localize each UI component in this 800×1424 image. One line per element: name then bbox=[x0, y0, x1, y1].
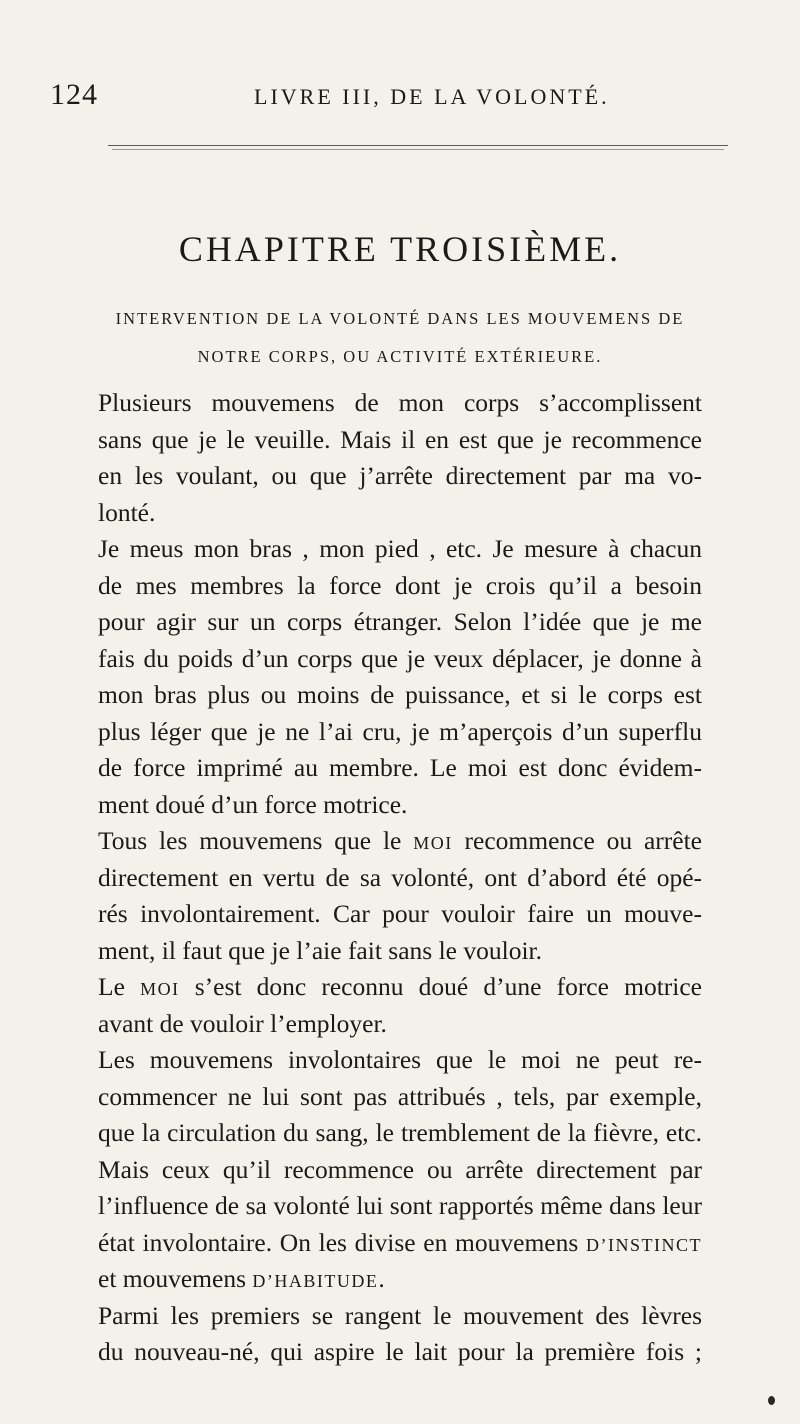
text-line: état involontaire. On les divise en mouvemens D’INSTINCT bbox=[98, 1227, 702, 1257]
chapter-subtitle-line: INTERVENTION DE LA VOLONTÉ DANS LES MOUVEMENS DE bbox=[115, 309, 685, 328]
text-line: fais du poids d’un corps que je veux déplacer, je donne à bbox=[98, 643, 702, 673]
text-line: en les voulant, ou que j’arrête directement par ma vo- bbox=[98, 461, 702, 490]
text-line: avant de vouloir l’employer. bbox=[98, 1008, 387, 1038]
decorative-rule bbox=[108, 145, 728, 146]
small-caps-term: MOI bbox=[413, 833, 453, 853]
small-caps-term: D’HABITUDE bbox=[252, 1271, 379, 1291]
text-line: pour agir sur un corps étranger. Selon l’idée que je me bbox=[98, 607, 702, 636]
chapter-subtitle bbox=[90, 300, 710, 376]
text-line: plus léger que je ne l’ai cru, je m’aperçois d’un superflu bbox=[98, 716, 702, 746]
text-line: et mouvemens D’HABITUDE. bbox=[98, 1264, 385, 1293]
running-title: LIVRE III, DE LA VOLONTÉ. bbox=[254, 84, 610, 109]
text-line: Mais ceux qu’il recommence ou arrête directement par bbox=[98, 1154, 702, 1184]
text-line: que la circulation du sang, le tremblement de la fièvre, etc. bbox=[98, 1118, 702, 1147]
text-line: mon bras plus ou moins de puissance, et si le corps est bbox=[98, 680, 702, 709]
ink-speck bbox=[768, 1396, 775, 1405]
running-head bbox=[50, 78, 750, 118]
text-line: rés involontairement. Car pour vouloir faire un mouve- bbox=[98, 899, 702, 928]
chapter-subtitle-line: NOTRE CORPS, OU ACTIVITÉ EXTÉRIEURE. bbox=[197, 347, 603, 366]
text-line: Le MOI s’est donc reconnu doué d’une force motrice bbox=[98, 972, 702, 1001]
text-line: du nouveau-né, qui aspire le lait pour la première fois ; bbox=[98, 1337, 702, 1366]
text-line: de mes membres la force dont je crois qu’il a besoin bbox=[98, 570, 702, 600]
text-line: sans que je le veuille. Mais il en est que je recommence bbox=[98, 424, 702, 454]
text-line: Plusieurs mouvemens de mon corps s’accomplissent bbox=[98, 388, 702, 417]
text-line: l’influence de sa volonté lui sont rapportés même dans leur bbox=[98, 1191, 702, 1220]
text-line: lonté. bbox=[98, 497, 156, 527]
text-line: commencer ne lui sont pas attribués , tels, par exemple, bbox=[98, 1081, 702, 1111]
text-line: de force imprimé au membre. Le moi est donc évidem- bbox=[98, 753, 702, 782]
text-line: directement en vertu de sa volonté, ont d’abord été opé- bbox=[98, 862, 702, 892]
text-line: Je meus mon bras , mon pied , etc. Je mesure à chacun bbox=[98, 534, 702, 563]
chapter-title: CHAPITRE TROISIÈME. bbox=[178, 229, 622, 269]
small-caps-term: MOI bbox=[140, 979, 180, 999]
small-caps-term: D’INSTINCT bbox=[586, 1234, 702, 1255]
text-line: Tous les mouvemens que le MOI recommence ou arrête bbox=[98, 826, 702, 855]
page-number: 124 bbox=[50, 78, 98, 111]
decorative-rule-inner bbox=[112, 149, 724, 150]
text-line: Parmi les premiers se rangent le mouvement des lèvres bbox=[98, 1300, 702, 1330]
text-line: ment doué d’un force motrice. bbox=[98, 789, 408, 819]
body-text bbox=[98, 385, 702, 1371]
text-line: ment, il faut que je l’aie fait sans le vouloir. bbox=[98, 935, 542, 965]
text-line: Les mouvemens involontaires que le moi ne peut re- bbox=[98, 1045, 702, 1074]
